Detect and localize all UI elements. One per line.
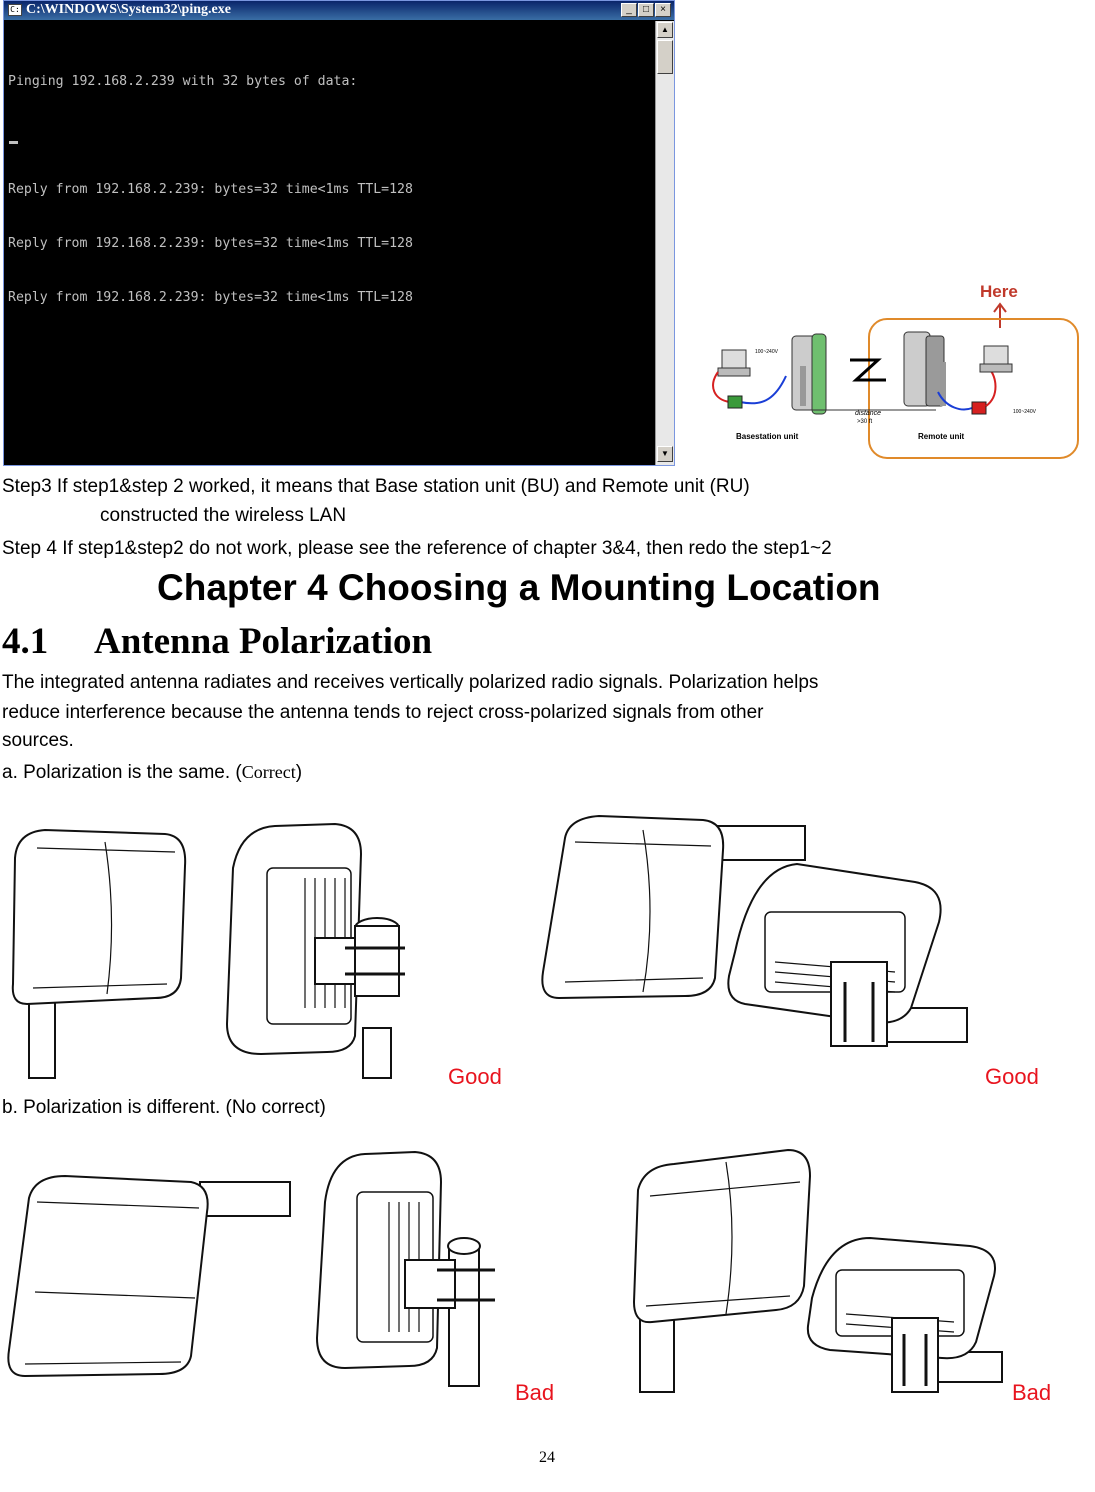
antenna-front-panel [13,830,185,1004]
good-pair-rotated-drawing [535,812,985,1062]
result-bad-left: Bad [515,1380,555,1405]
mounting-pole [29,993,55,1078]
result-good-left: Good [448,1064,502,1089]
page-number: 24 [539,1449,555,1466]
scroll-thumb[interactable] [657,40,673,74]
ping-line: Pinging 192.168.2.239 with 32 bytes of data: [8,74,358,89]
up-arrow-icon [994,304,1006,328]
case-b-label: b. Polarization is different. (No correct) [2,1097,326,1118]
red-cable [986,370,996,406]
result-good-right: Good [985,1064,1039,1089]
blue-cable [740,376,786,403]
vertical-scrollbar[interactable] [655,21,674,465]
minimize-button[interactable]: _ [621,3,637,17]
right-power-label: 100~240V [1013,409,1036,415]
ping-line: Reply from 192.168.2.239: bytes=32 time<1ms TTL=128 [8,290,413,305]
scroll-down-arrow-icon[interactable]: ▼ [657,446,673,462]
console-icon: C: [8,4,22,16]
distance-value: >30 ft [857,419,873,425]
scroll-up-arrow-icon[interactable]: ▲ [657,22,673,38]
case-a-label-text: a. Polarization is the same. ( [2,762,242,783]
remote-highlight-box [869,319,1078,458]
computer-icon [718,350,750,376]
mounting-bracket [892,1318,938,1392]
ping-output [8,37,413,343]
ping-title: C:\WINDOWS\System32\ping.exe [26,2,231,17]
poe-injector-icon [972,402,986,414]
mounting-pole [710,826,805,860]
antenna-front-panel [8,1176,207,1376]
body-line-1: The integrated antenna radiates and receives vertically polarized radio signals. Polarization helps [2,672,819,693]
computer-icon [980,346,1012,372]
maximize-button[interactable]: □ [638,3,654,17]
body-line-3: sources. [2,730,74,751]
ping-window [3,0,675,466]
good-pair-vertical-drawing [5,808,425,1082]
distance-label: distance [855,410,882,417]
mounting-pole [363,1028,391,1078]
left-power-label: 100~240V [755,349,778,355]
case-a-close: ) [295,762,303,783]
ping-line [8,127,413,145]
remote-label: Remote unit [918,432,965,441]
case-a-correct: Correct [241,762,296,782]
close-button[interactable]: × [655,3,671,17]
network-diagram [700,276,1085,462]
step3-line1: Step3 If step1&step 2 worked, it means that Base station unit (BU) and Remote unit (RU) [2,476,750,497]
body-line-2: reduce interference because the antenna tends to reject cross-polarized signals from other [2,702,764,723]
step4-text: Step 4 If step1&step2 do not work, please see the reference of chapter 3&4, then redo the step1~2 [2,538,832,559]
section-number: 4.1 [2,621,49,662]
mounting-bracket [831,962,887,1046]
section-title: Antenna Polarization [94,621,433,662]
basestation-unit-icon [792,334,826,414]
bad-pair-left-drawing [5,1142,505,1388]
mounting-pole [200,1182,290,1216]
ping-line: Reply from 192.168.2.239: bytes=32 time<1ms TTL=128 [8,182,413,197]
basestation-label: Basestation unit [736,432,799,441]
text-cursor [9,141,18,144]
result-bad-right: Bad [1012,1380,1052,1405]
here-label: Here [980,282,1018,301]
bad-pair-right-drawing [630,1146,1010,1396]
ping-line: Reply from 192.168.2.239: bytes=32 time<1ms TTL=128 [8,236,413,251]
step3-line2: constructed the wireless LAN [100,505,347,526]
chapter-title: Chapter 4 Choosing a Mounting Location [157,567,881,608]
poe-injector-icon [728,396,742,408]
case-a-label [2,762,302,784]
ping-titlebar [4,1,674,20]
